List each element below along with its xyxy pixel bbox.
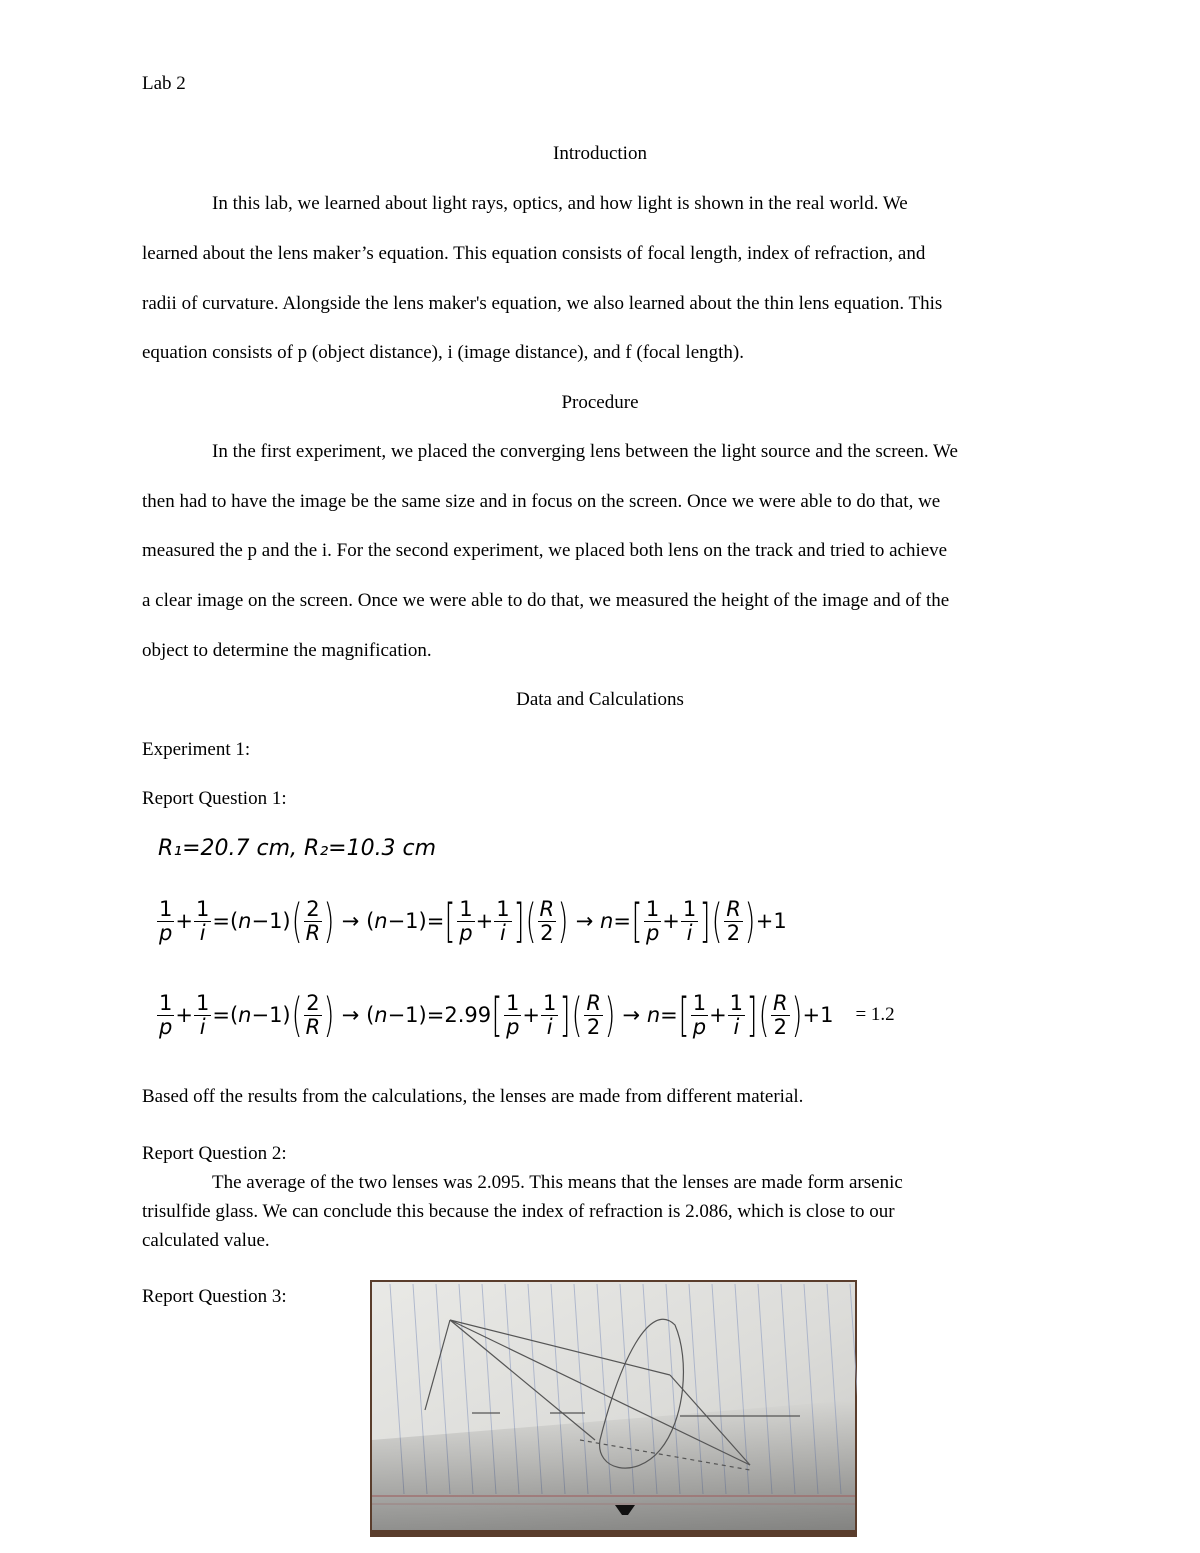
procedure-heading: Procedure (561, 392, 639, 413)
lens-maker-equation-numeric: $\frac{1}{p}$ + $\frac{1}{i}$ =(n−1) ( $\frac{2}{R}$ ) → (n−1)= 2.99 [ $\frac{1}{p}$ + $\frac{1}{i}$ ] ( $\frac{R}{2}$ ) → n= [ $\frac{1}{p}$ + $\frac{1}{i}$ ] ( $\frac{R}{2}$ ) +1 = 1.2 (159, 988, 895, 1042)
rq2-line-3: calculated value. (142, 1230, 270, 1251)
intro-line-4: equation consists of p (object distance), i (image distance), and f (focal length). (142, 342, 744, 363)
fraction-2-over-r: $\frac{2}{R}$ (305, 897, 321, 945)
fraction-1-over-p: $\frac{1}{p}$ (159, 897, 173, 945)
procedure-line-4: a clear image on the screen. Once we were able to do that, we measured the height of the image and of the (142, 590, 950, 611)
calculation-conclusion: Based off the results from the calculations, the lenses are made from different material. (142, 1086, 804, 1107)
report-question-1-label: Report Question 1: (142, 788, 287, 809)
procedure-line-5: object to determine the magnification. (142, 640, 432, 661)
intro-line-1: In this lab, we learned about light rays, optics, and how light is shown in the real world. We (212, 193, 908, 214)
ray-diagram-sketch (370, 1280, 857, 1537)
lens-maker-equation-symbolic: $\frac{1}{p}$ + $\frac{1}{i}$ =(n−1) ( $\frac{2}{R}$ ) → (n−1)= [ $\frac{1}{p}$ + $\frac{1}{i}$ ] ( $\frac{R}{2}$ ) → n= [ $\frac{1}{p}$ + $\frac{1}{i}$ ] ( $\frac{R}{2}$ ) +1 (159, 894, 787, 948)
intro-line-3: radii of curvature. Alongside the lens maker's equation, we also learned about the thin lens equation. This (142, 293, 943, 314)
report-question-3-label: Report Question 3: (142, 1286, 287, 1307)
introduction-heading: Introduction (553, 143, 647, 164)
equation-result: = 1.2 (855, 1004, 895, 1025)
data-calculations-heading: Data and Calculations (516, 689, 684, 710)
rq2-line-1: The average of the two lenses was 2.095. This means that the lenses are made form arsenic (212, 1172, 903, 1193)
procedure-line-2: then had to have the image be the same size and in focus on the screen. Once we were able to do that, we (142, 491, 941, 512)
fraction-1-over-i: $\frac{1}{i}$ (195, 897, 210, 945)
rq2-line-2: trisulfide glass. We can conclude this because the index of refraction is 2.086, which is close to our (142, 1201, 895, 1222)
intro-line-2: learned about the lens maker’s equation. This equation consists of focal length, index of refraction, and (142, 243, 926, 264)
radii-values: R₁=20.7 cm, R₂=10.3 cm (158, 836, 437, 861)
procedure-line-3: measured the p and the i. For the second experiment, we placed both lens on the track and tried to achieve (142, 540, 948, 561)
ray-diagram-photo (370, 1280, 857, 1537)
experiment-label: Experiment 1: (142, 739, 251, 760)
report-question-2-label: Report Question 2: (142, 1143, 287, 1164)
header-label: Lab 2 (142, 73, 186, 94)
procedure-line-1: In the first experiment, we placed the converging lens between the light source and the screen. We (212, 441, 958, 462)
equation-coefficient: 2.99 (444, 1003, 492, 1027)
